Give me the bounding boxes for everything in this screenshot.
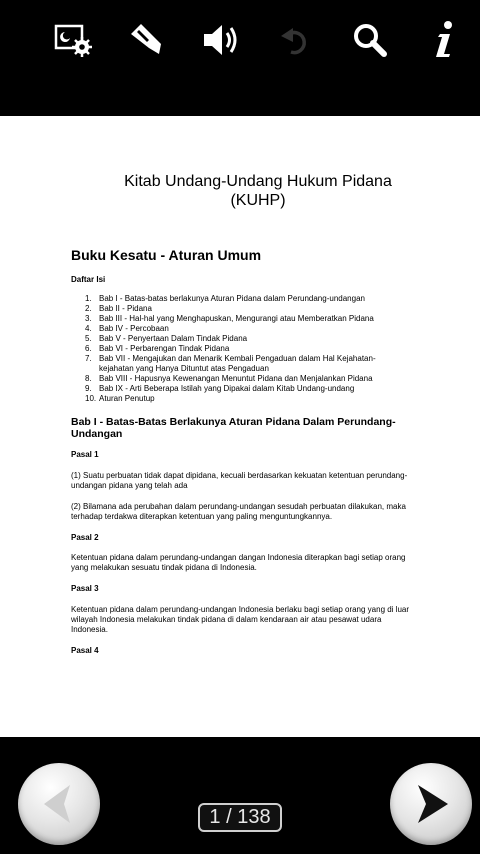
book-heading: Buku Kesatu - Aturan Umum <box>71 247 262 263</box>
toc-item-text: Bab VI - Perbarengan Tindak Pidana <box>99 344 230 353</box>
pasal-4-label: Pasal 4 <box>71 646 99 655</box>
pasal-2-paragraph: Ketentuan pidana dalam perundang-undangan dangan Indonesia diterapkan bagi setiap orang yang melakukan sesuatu tindak pidana di Indonesia. <box>71 553 406 572</box>
pasal-1-paragraph-1: (1) Suatu perbuatan tidak dapat dipidana, kecuali berdasarkan kekuatan ketentuan perundang-undangan pidana yang telah ada <box>71 471 408 490</box>
table-of-contents <box>85 294 405 404</box>
pasal-3-label: Pasal 3 <box>71 584 99 593</box>
previous-page-button[interactable] <box>18 763 100 845</box>
page-indicator: 1 / 138 <box>198 803 282 832</box>
toc-label: Daftar Isi <box>71 275 106 284</box>
toc-item[interactable]: 6. Bab VI - Perbarengan Tindak Pidana <box>85 344 230 353</box>
bookmark-icon[interactable] <box>123 18 167 62</box>
undo-icon[interactable] <box>273 18 317 62</box>
toc-item[interactable]: 2. Bab II - Pidana <box>85 304 152 313</box>
toc-item-text: Bab V - Penyertaan Dalam Tindak Pidana <box>99 334 248 343</box>
toc-item[interactable]: 3. Bab III - Hal-hal yang Menghapuskan, Mengurangi atau Memberatkan Pidana <box>85 314 374 323</box>
toc-item-text: Bab III - Hal-hal yang Menghapuskan, Mengurangi atau Memberatkan Pidana <box>99 314 374 323</box>
info-icon[interactable] <box>422 18 466 62</box>
toc-item-text: Bab IV - Percobaan <box>99 324 169 333</box>
speaker-icon[interactable] <box>198 18 242 62</box>
toc-item[interactable]: 9. Bab IX - Arti Beberapa Istilah yang Dipakai dalam Kitab Undang-undang <box>85 384 355 393</box>
toc-item-text: Bab II - Pidana <box>99 304 152 313</box>
document-title-line2: (KUHP) <box>230 192 286 209</box>
pasal-3-paragraph: Ketentuan pidana dalam perundang-undangan Indonesia berlaku bagi setiap orang yang di luar wilayah Indonesia melakukan tindak pidana di dalam kendaraan air atau pesawat udara Indonesia. <box>71 605 410 634</box>
next-page-button[interactable] <box>390 763 472 845</box>
toc-item[interactable]: 4. Bab IV - Percobaan <box>85 324 169 333</box>
toc-item-text: Bab IX - Arti Beberapa Istilah yang Dipakai dalam Kitab Undang-undang <box>99 384 355 393</box>
toc-item-text: Bab I - Batas-batas berlakunya Aturan Pidana dalam Perundang-undangan <box>99 294 365 303</box>
toc-item[interactable]: 5. Bab V - Penyertaan Dalam Tindak Pidana <box>85 334 248 343</box>
toc-item[interactable]: 1. Bab I - Batas-batas berlakunya Aturan Pidana dalam Perundang-undangan <box>85 294 365 303</box>
toc-item-text: Bab VII - Mengajukan dan Menarik Kembali Pengaduan dalam Hal Kejahatan-kejahatan yang Hanya Dituntut atas Pengaduan <box>99 354 376 373</box>
document-title-line1: Kitab Undang-Undang Hukum Pidana <box>124 173 392 190</box>
pasal-1-paragraph-2: (2) Bilamana ada perubahan dalam perundang-undangan sesudah perbuatan dilakukan, maka terhadap terdakwa diterapkan ketentuan yang paling menguntungkannya. <box>71 502 406 521</box>
toc-item-text: Aturan Penutup <box>99 394 155 403</box>
document-title <box>0 172 480 210</box>
toc-item[interactable]: 8. Bab VIII - Hapusnya Kewenangan Menuntut Pidana dan Menjalankan Pidana <box>85 374 373 383</box>
search-icon[interactable] <box>348 18 392 62</box>
image-settings-icon[interactable] <box>51 18 95 62</box>
pasal-1-label: Pasal 1 <box>71 450 99 459</box>
chapter-heading: Bab I - Batas-Batas Berlakunya Aturan Pidana Dalam Perundang-Undangan <box>71 416 396 440</box>
document-page[interactable] <box>0 116 480 737</box>
pasal-2-label: Pasal 2 <box>71 533 99 542</box>
top-toolbar <box>0 0 480 116</box>
arrow-right-icon <box>408 781 454 827</box>
toc-item-text: Bab VIII - Hapusnya Kewenangan Menuntut Pidana dan Menjalankan Pidana <box>99 374 373 383</box>
toc-item[interactable]: 10. Aturan Penutup <box>85 394 155 403</box>
toc-item[interactable]: 7. Bab VII - Mengajukan dan Menarik Kembali Pengaduan dalam Hal Kejahatan-kejahatan yang Hanya Dituntut atas Pengaduan <box>85 354 376 373</box>
arrow-left-icon <box>36 781 82 827</box>
